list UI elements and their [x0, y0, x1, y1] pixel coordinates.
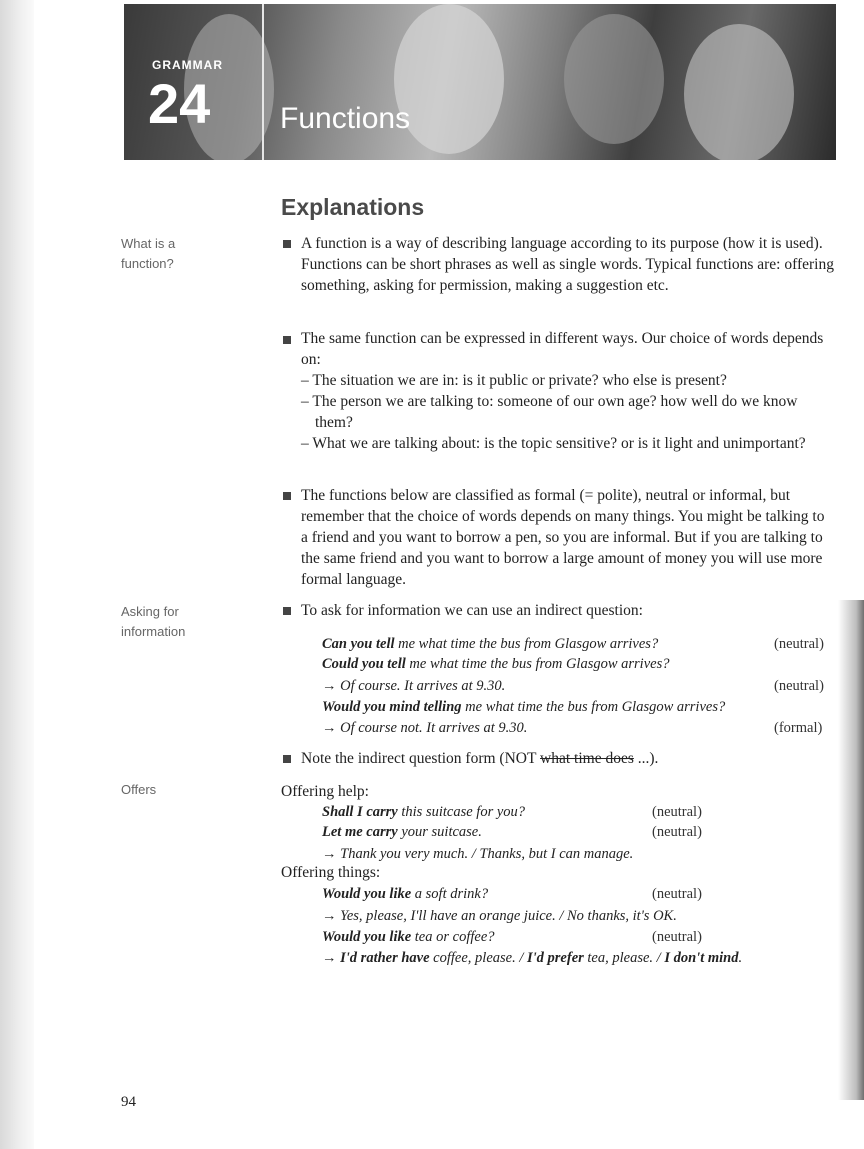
- example-bold: Let me carry: [322, 824, 398, 840]
- example-rest: coffee, please. /: [429, 950, 527, 966]
- grammar-label: GRAMMAR: [152, 58, 223, 72]
- paragraph-intro: The same function can be expressed in different ways. Our choice of words depends on:: [301, 330, 824, 368]
- list-item: – The situation we are in: is it public or private? who else is present?: [301, 372, 727, 389]
- paragraph-note: [301, 748, 835, 769]
- example-rest: tea or coffee?: [411, 929, 495, 945]
- example-bold: Shall I carry: [322, 804, 398, 820]
- example-response: [322, 844, 633, 864]
- list-item: – What we are talking about: is the topic sensitive? or is it light and unimportant?: [301, 435, 806, 452]
- register-tag: (neutral): [652, 804, 702, 820]
- register-tag: (neutral): [652, 824, 702, 840]
- example-bold: Would you like: [322, 886, 412, 902]
- register-tag: (neutral): [652, 929, 702, 945]
- example-bold: Can you tell: [322, 636, 395, 652]
- bullet-marker: [283, 755, 291, 763]
- note-text: Note the indirect question form (NOT: [301, 750, 541, 767]
- paragraph-classification: The functions below are classified as formal (= polite), neutral or informal, but remember that the choice of words depends on many things. You might be talking to a friend and you want to borrow a pen, so you are informal. But if you are talking to the same friend and you want to borrow a large amount of money you will use more formal language.: [301, 487, 825, 588]
- example-bold: Would you like: [322, 929, 412, 945]
- example-response: [322, 718, 527, 738]
- example-bold: Would you mind telling: [322, 699, 462, 715]
- example-bold: I don't mind: [664, 950, 739, 966]
- example-rest: your suitcase.: [397, 824, 482, 840]
- example-sentence: [322, 927, 495, 947]
- example-sentence: [322, 884, 488, 904]
- example-bold: I'd rather have: [340, 950, 430, 966]
- arrow-glyph: →: [322, 950, 341, 966]
- page-number: 94: [121, 1094, 136, 1110]
- register-tag: (neutral): [652, 886, 702, 902]
- chapter-title: Functions: [280, 102, 411, 135]
- example-rest: → Of course. It arrives at 9.30.: [322, 678, 506, 694]
- register-tag: (neutral): [774, 678, 824, 694]
- list-item: – The person we are talking to: someone of our own age? how well do we know them?: [301, 393, 798, 431]
- photo-face-2: [394, 4, 504, 154]
- example-rest: a soft drink?: [411, 886, 489, 902]
- header-divider: [262, 4, 264, 160]
- bullet-marker: [283, 492, 291, 500]
- bullet-marker: [283, 336, 291, 344]
- paragraph-definition: A function is a way of describing language according to its purpose (how it is used). Functions can be short phrases as well as single words. Typical functions are: offering something, asking for permission, making a suggestion etc.: [301, 235, 834, 294]
- chapter-header-banner: [124, 4, 836, 160]
- note-text: ...).: [633, 750, 659, 767]
- side-label-offers: Offers: [121, 782, 157, 797]
- example-sentence: [322, 697, 725, 717]
- register-tag: (formal): [774, 720, 823, 736]
- example-rest: me what time the bus from Glasgow arrives?: [405, 656, 670, 672]
- offering-help-heading: Offering help:: [281, 783, 369, 800]
- bullet-marker: [283, 607, 291, 615]
- side-label-asking-for-information: [121, 602, 185, 642]
- example-rest: → Yes, please, I'll have an orange juice. / No thanks, it's OK.: [322, 908, 677, 924]
- side-label-line: function?: [121, 256, 174, 271]
- example-response: [322, 948, 742, 968]
- example-sentence: [322, 802, 525, 822]
- section-title: Explanations: [281, 194, 425, 220]
- example-sentence: [322, 634, 658, 654]
- offering-things-heading: Offering things:: [281, 864, 381, 881]
- example-response: [322, 906, 677, 926]
- side-label-what-is-a-function: [121, 234, 175, 274]
- chapter-number: 24: [148, 72, 211, 135]
- side-label-line: What is a: [121, 236, 176, 251]
- example-rest: → Of course not. It arrives at 9.30.: [322, 720, 528, 736]
- paragraph-choice-of-words: [301, 328, 835, 454]
- side-label-line: Asking for: [121, 604, 179, 619]
- page-left-shadow: [0, 0, 34, 1149]
- example-rest: me what time the bus from Glasgow arrives?: [394, 636, 659, 652]
- example-sentence: [322, 822, 482, 842]
- example-rest: me what time the bus from Glasgow arrives?: [461, 699, 726, 715]
- register-tag: (neutral): [774, 636, 824, 652]
- side-label-line: information: [121, 624, 186, 639]
- page-right-shadow: [838, 600, 864, 1100]
- example-response: [322, 676, 505, 696]
- photo-face-3: [564, 14, 664, 144]
- struck-text: what time does: [540, 750, 634, 767]
- example-sentence: [322, 654, 669, 674]
- example-rest: this suitcase for you?: [397, 804, 526, 820]
- paragraph-indirect-question: To ask for information we can use an indirect question:: [301, 602, 643, 619]
- example-rest: tea, please. /: [583, 950, 665, 966]
- example-rest: → Thank you very much. / Thanks, but I can manage.: [322, 846, 634, 862]
- example-bold: I'd prefer: [526, 950, 584, 966]
- example-bold: Could you tell: [322, 656, 406, 672]
- photo-face-4: [684, 24, 794, 160]
- example-rest: .: [738, 950, 743, 966]
- bullet-marker: [283, 240, 291, 248]
